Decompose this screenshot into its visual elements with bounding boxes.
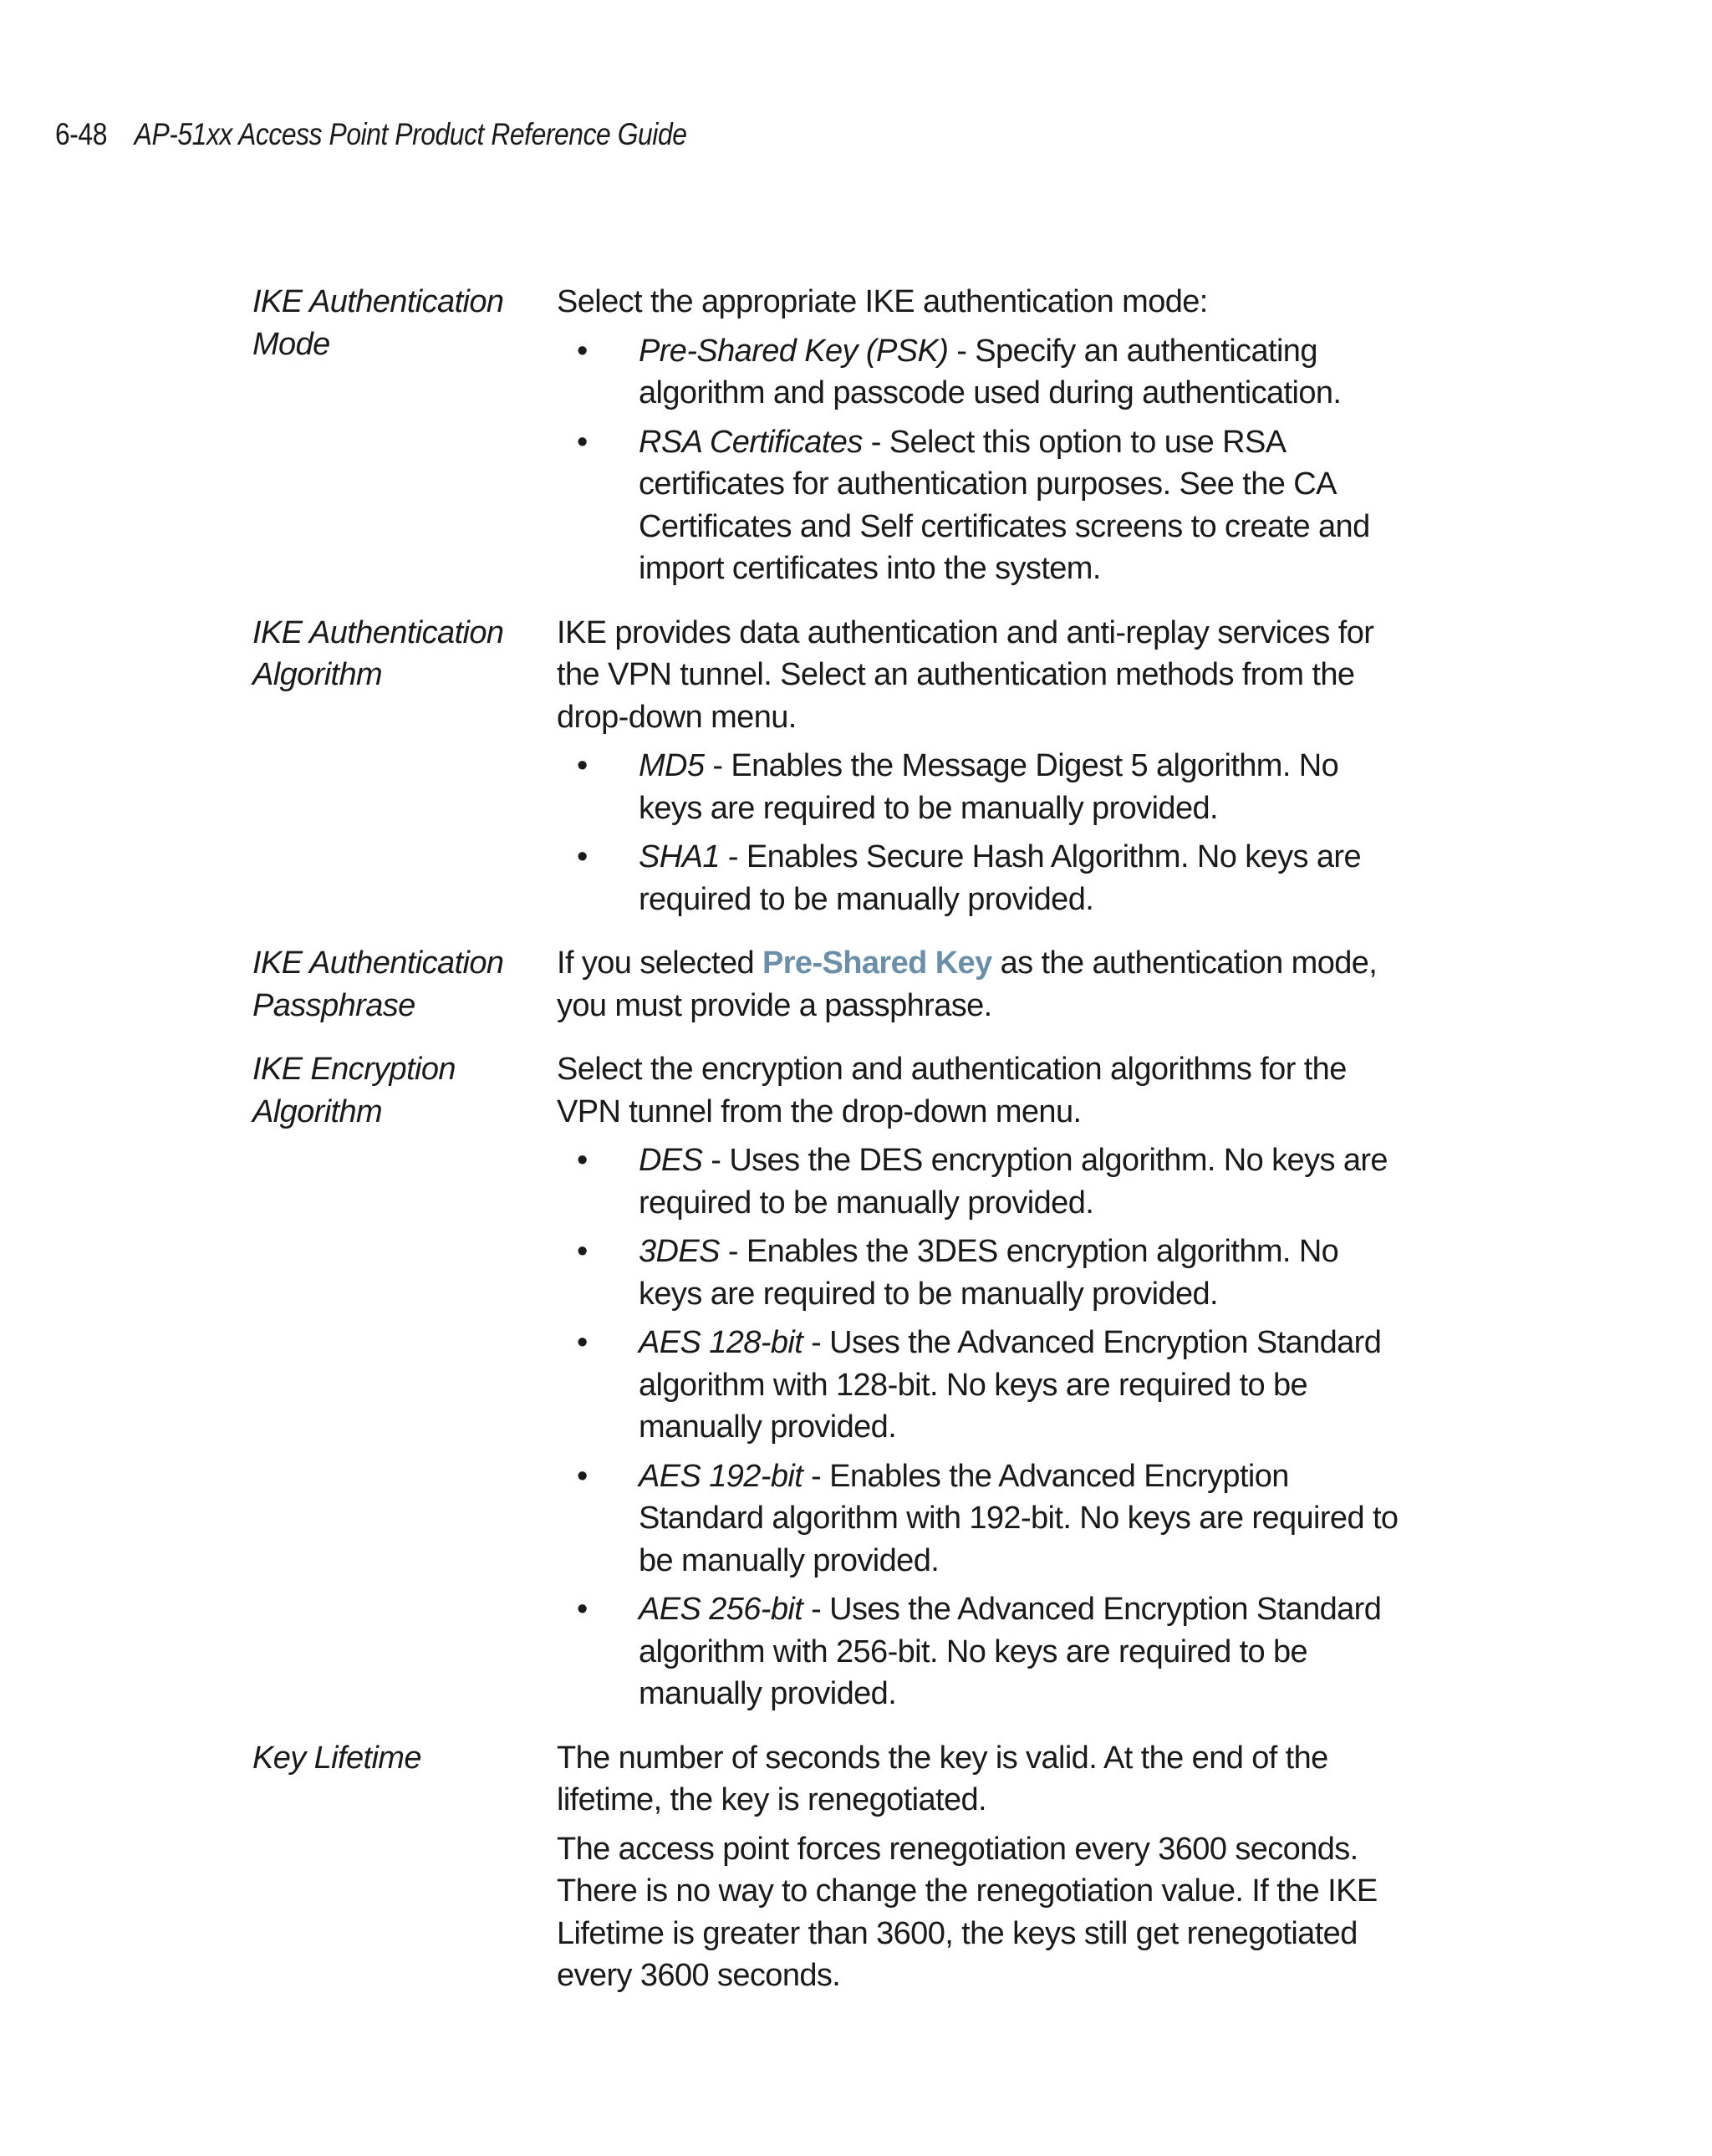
option-name: RSA Certificates xyxy=(639,424,863,460)
option-name: Pre-Shared Key (PSK) xyxy=(639,333,949,369)
parameter-description xyxy=(557,1048,1409,1722)
ui-reference-pre-shared-key: Pre-Shared Key xyxy=(762,945,992,981)
parameter-name: IKE Encryption Algorithm xyxy=(252,1052,456,1129)
option-list xyxy=(557,1139,1409,1715)
option-name: 3DES xyxy=(639,1234,720,1269)
bullet-icon: • xyxy=(577,839,588,874)
bullet-icon: • xyxy=(577,1458,588,1494)
table-row-ike-encryption-algorithm xyxy=(252,1048,1431,1722)
description-paragraph: The access point forces renegotiation every 3600 seconds. There is no way to change the renegotiation value. If the IKE Lifetime is greater than 3600, the keys still get renegotiated every 3600 seconds. xyxy=(557,1831,1378,1993)
bullet-icon: • xyxy=(577,1592,588,1627)
parameter-name: IKE Authentication Mode xyxy=(252,284,504,362)
option-name: AES 128-bit xyxy=(639,1325,803,1360)
list-item xyxy=(557,1231,1409,1315)
parameter-table xyxy=(252,281,1431,2019)
option-text: - Uses the Advanced Encryption Standard algorithm with 128-bit. No keys are required to be manually provided. xyxy=(639,1325,1382,1445)
description-intro: Select the encryption and authentication algorithms for the VPN tunnel from the drop-down menu. xyxy=(557,1052,1347,1129)
option-list xyxy=(557,745,1409,920)
parameter-name: IKE Authentication Passphrase xyxy=(252,945,504,1023)
parameter-description xyxy=(557,1737,1409,2004)
bullet-icon: • xyxy=(577,1143,588,1178)
description-intro: Select the appropriate IKE authentication mode: xyxy=(557,284,1208,319)
bullet-icon: • xyxy=(577,333,588,369)
parameter-description xyxy=(557,281,1409,597)
option-list xyxy=(557,330,1409,590)
parameter-name: Key Lifetime xyxy=(252,1740,421,1776)
option-text: - Enables the Advanced Encryption Standard algorithm with 192-bit. No keys are required to be manually provided. xyxy=(639,1458,1399,1578)
text-before: If you selected xyxy=(557,945,762,981)
list-item xyxy=(557,1139,1409,1224)
description-intro: IKE provides data authentication and anti-replay services for the VPN tunnel. Select an authentication methods from the drop-down menu. xyxy=(557,614,1374,735)
option-text: - Enables Secure Hash Algorithm. No keys are required to be manually provided. xyxy=(639,839,1362,917)
list-item xyxy=(557,836,1409,920)
list-item xyxy=(557,330,1409,415)
option-name: SHA1 xyxy=(639,839,720,874)
parameter-description xyxy=(557,612,1409,928)
option-text: - Enables the Message Digest 5 algorithm. No keys are required to be manually provided. xyxy=(639,748,1339,826)
bullet-icon: • xyxy=(577,748,588,783)
bullet-icon: • xyxy=(577,1234,588,1269)
table-row-ike-authentication-mode xyxy=(252,281,1431,597)
table-row-ike-authentication-algorithm xyxy=(252,612,1431,928)
running-header xyxy=(55,117,686,152)
list-item xyxy=(557,1322,1409,1449)
option-name: AES 256-bit xyxy=(639,1592,803,1627)
option-text: - Enables the 3DES encryption algorithm. No keys are required to be manually provided. xyxy=(639,1234,1339,1312)
parameter-description xyxy=(557,942,1409,1033)
bullet-icon: • xyxy=(577,1325,588,1360)
bullet-icon: • xyxy=(577,424,588,460)
list-item xyxy=(557,745,1409,829)
guide-title: AP-51xx Access Point Product Reference Guide xyxy=(134,117,687,151)
table-row-ike-authentication-passphrase xyxy=(252,942,1431,1033)
list-item xyxy=(557,421,1409,590)
list-item xyxy=(557,1588,1409,1715)
option-text: - Uses the DES encryption algorithm. No keys are required to be manually provided. xyxy=(639,1143,1388,1221)
description-text xyxy=(557,942,1409,1027)
option-text: - Uses the Advanced Encryption Standard algorithm with 256-bit. No keys are required to be manually provided. xyxy=(639,1592,1382,1711)
parameter-name: IKE Authentication Algorithm xyxy=(252,614,504,692)
option-text: - Select this option to use RSA certificates for authentication purposes. See the CA Certificates and Self certificates screens to create and import certificates into the system. xyxy=(639,424,1370,586)
option-name: DES xyxy=(639,1143,703,1178)
option-text: - Specify an authenticating algorithm and passcode used during authentication. xyxy=(639,333,1342,410)
option-name: MD5 xyxy=(639,748,705,783)
text-after: as the authentication mode, you must provide a passphrase. xyxy=(557,945,1378,1023)
table-row-key-lifetime xyxy=(252,1737,1431,2004)
description-paragraph: The number of seconds the key is valid. At the end of the lifetime, the key is renegotiated. xyxy=(557,1740,1328,1817)
page-number: 6-48 xyxy=(55,117,107,151)
list-item xyxy=(557,1455,1409,1583)
option-name: AES 192-bit xyxy=(639,1458,803,1494)
